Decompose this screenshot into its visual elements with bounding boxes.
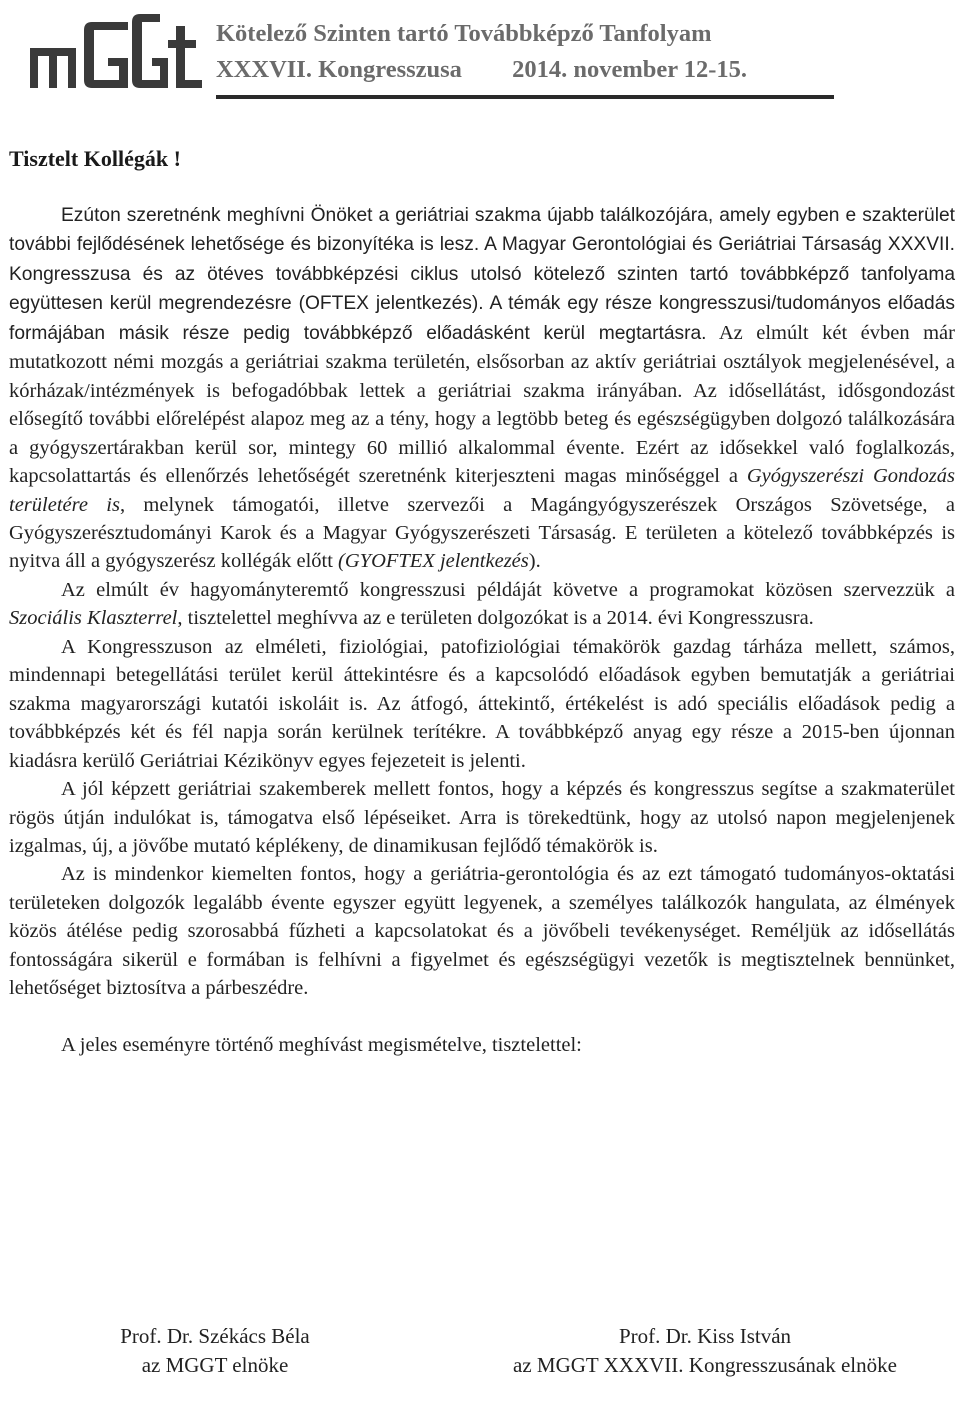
paragraph-4: A jól képzett geriátriai szakemberek mellett fontos, hogy a képzés és kongresszus segítse a szakmaterület rögös útján indulókat is, támogatva első lépéseiket. Arra is törekedtünk, hogy az utolsó napon megjelenjenek izgalmas, új, a jövőbe mutató képlékeny, de dinamikusan fejlődő témakörök is. <box>9 778 955 857</box>
course-title: Kötelező Szinten tartó Továbbképző Tanfolyam <box>216 20 712 47</box>
header-divider <box>216 95 834 99</box>
paragraph-1-intro: Ezúton szeretnénk meghívni Önöket a geriátriai szakma újabb találkozójára, amely egyben e szakterület további fejlődésének lehetősége és bizonyítéka is lesz. A Magyar Gerontológiai és Geriátriai Társaság XXXVII. Kongresszusa és az ötéves továbbképzési ciklus utolsó kötelező szinten tartó továbbképző tanfolyama együttesen kerül megrendezésre (OFTEX jelentkezés). A témák egy része kongresszusi/tudományos előadás formájában másik része pedig továbbképző előadásként kerül megtartásra. <box>9 205 955 344</box>
congress-line <box>216 56 747 84</box>
paragraph-2-end: , tisztelettel meghívva az e területen dolgozókat is a 2014. évi Kongresszusra. <box>177 607 814 630</box>
closing-line: A jeles eseményre történő meghívást megismételve, tisztelettel: <box>61 1033 582 1056</box>
signature-right-role: az MGGT XXXVII. Kongresszusának elnöke <box>513 1353 897 1377</box>
paragraph-2-text: Az elmúlt év hagyományteremtő kongresszusi példáját követve a programokat közösen szervezzük a <box>61 578 955 601</box>
paragraph-1-text: Az elmúlt két évben már mutatkozott némi mozgás a geriátriai szakma területén, elsősorban az aktív geriátriai osztályok megjelenésével, a kórházak/intézmények is befogadóbbak lettek a geriátriai szakma irányában. Az idősellátást, idősgondozást elősegítő további előrelépést alapoz meg az a tény, hogy a legtöbb beteg és egészségügyben dolgozó találkozására a gyógyszertárakban kerül sor, mintegy 60 millió alkalommal évente. Ezért az idősekkel való foglalkozás, kapcsolattartás és ellenőrzés lehetőségét szeretnénk kiterjeszteni magas minőséggel a <box>9 321 955 488</box>
paragraph-3: A Kongresszuson az elméleti, fiziológiai, patofiziológiai témakörök gazdag tárháza mellett, számos, mindennapi betegellátási terület kerül áttekintésre és a kapcsolódó előadások egyben bemutatják a geriátriai szakma magyarországi kutatói iskoláit is. Az átfogó, áttekintő, értékelést is adó speciális előadások pedig a továbbképzés két és fél napja során kerülnek terítékre. A továbbképző anyag egy része a 2015-ben újonnan kiadásra kerülő Geriátriai Kézikönyv egyes fejezeteit is jelenti. <box>9 635 955 772</box>
paragraph-5: Az is mindenkor kiemelten fontos, hogy a geriátria-gerontológia és az ezt támogató tudományos-oktatási területeken dolgozók legalább évente egyszer együtt legyenek, a személyes találkozók hangulata, az élmények közös átélése pedig szorosabbá fűzheti a kapcsolatokat és a jövőbeli tevékenységet. Reméljük az idősellátás fontosságára sikerül e formában is felhívni a figyelmet és egészségügyi vezetők is megtisztelnek bennünket, lehetőséget biztosítva a párbeszédre. <box>9 863 955 1000</box>
signature-right-name: Prof. Dr. Kiss István <box>618 1324 792 1348</box>
paragraph-1-end: ). <box>528 550 541 573</box>
paragraph-1-emphasis-2: (GYOFTEX jelentkezés <box>338 550 529 573</box>
signature-left <box>60 1322 370 1380</box>
paragraph-2 <box>9 576 955 633</box>
paragraph-1 <box>9 201 955 576</box>
congress-date: 2014. november 12-15. <box>512 56 748 83</box>
signature-left-role: az MGGT elnöke <box>141 1353 289 1377</box>
mggt-logo <box>28 8 218 94</box>
signature-right <box>500 1322 910 1380</box>
signature-left-name: Prof. Dr. Székács Béla <box>120 1324 310 1348</box>
salutation: Tisztelt Kollégák ! <box>9 146 181 171</box>
paragraph-1-emphasis: Gyógyszerészi Gondozás területére is <box>9 465 955 516</box>
congress-name: XXXVII. Kongresszusa <box>216 56 462 83</box>
letter-body <box>9 201 955 1059</box>
paragraph-1-text-cont: , melynek támogatói, illetve szervezői a Magángyógyszerészek Országos Szövetsége, a Gyógyszerésztudományi Karok és a Magyar Gyógyszerészeti Társaság. E területen a kötelező továbbképzés is nyitva áll a gyógyszerész kollégák előtt <box>9 493 955 573</box>
paragraph-2-emphasis: Szociális Klaszterrel <box>9 607 178 630</box>
